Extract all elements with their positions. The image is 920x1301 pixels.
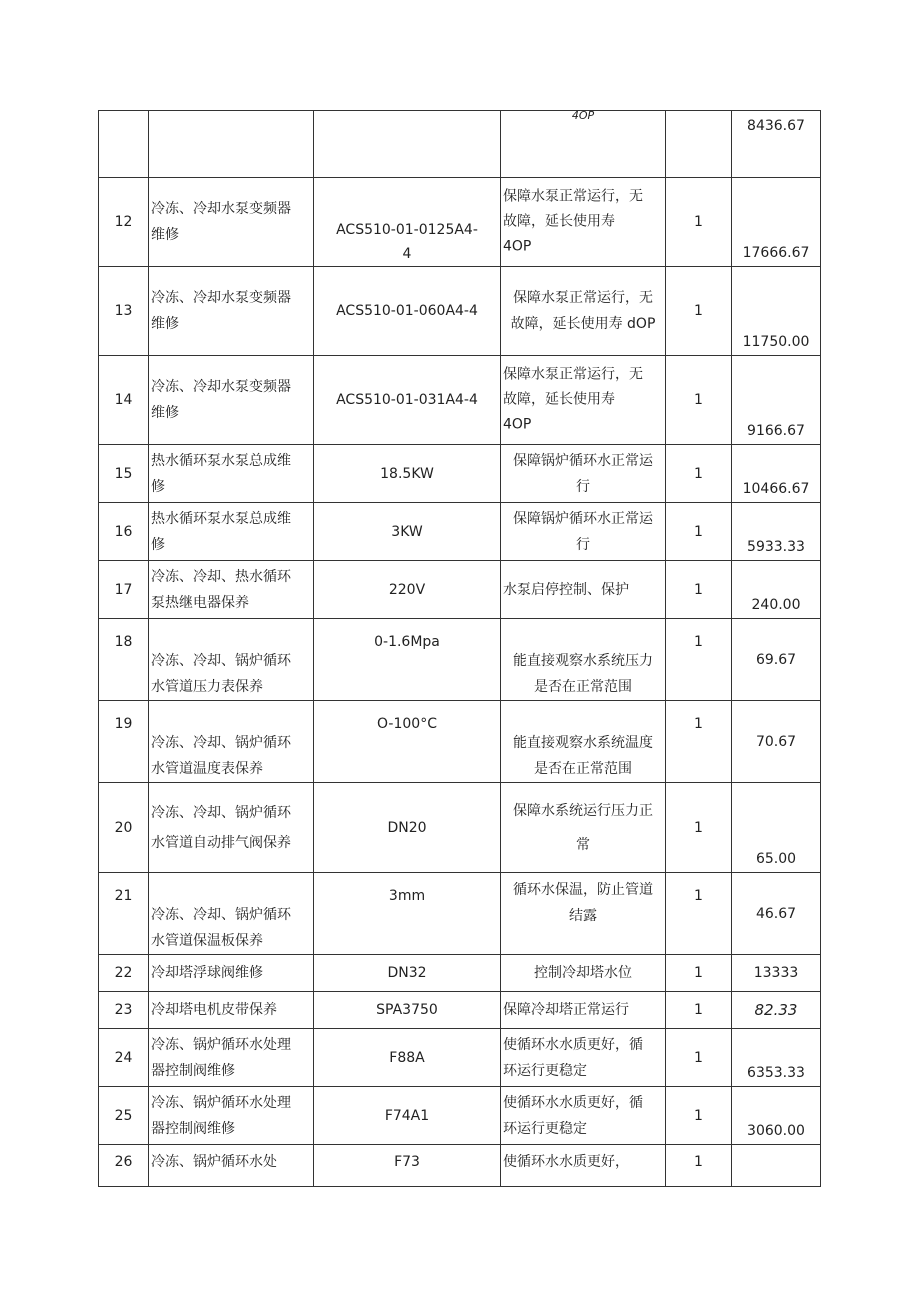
- row-spec-cell: [314, 992, 501, 1029]
- row-amount-cell: [732, 111, 821, 178]
- table-row: [99, 356, 821, 445]
- row-qty-cell: [666, 783, 732, 873]
- row-spec: O-100°C: [377, 716, 437, 732]
- row-amount-cell: [732, 445, 821, 503]
- row-qty-cell: [666, 445, 732, 503]
- row-purpose: 使循环水水质更好，循 环运行更稳定: [503, 1036, 643, 1079]
- row-item: 冷冻、冷却、锅炉循环 水管道保温板保养: [151, 907, 291, 949]
- row-amount: 8436.67: [747, 118, 805, 134]
- row-item-cell: [149, 1087, 314, 1145]
- row-spec-cell: [314, 561, 501, 619]
- row-no: 18: [114, 634, 133, 650]
- row-amount: 13333: [753, 965, 799, 981]
- row-spec: 18.5KW: [380, 465, 434, 482]
- row-qty: 1: [694, 214, 703, 230]
- row-item: 冷冻、锅炉循环水处理 器控制阀维修: [151, 1036, 291, 1079]
- row-spec: DN20: [387, 819, 427, 836]
- row-qty: 1: [694, 888, 703, 904]
- row-purpose-cell: [501, 111, 666, 178]
- table-row: [99, 178, 821, 267]
- row-purpose-cell: [501, 783, 666, 873]
- row-no: 13: [114, 303, 133, 319]
- table-row: [99, 111, 821, 178]
- row-no-cell: [99, 783, 149, 873]
- row-item-cell: [149, 992, 314, 1029]
- row-item: 冷却塔浮球阀维修: [151, 965, 263, 981]
- row-spec: F73: [394, 1154, 420, 1170]
- row-amount: 5933.33: [747, 539, 805, 555]
- row-amount: 69.67: [755, 651, 797, 668]
- row-qty: 1: [694, 392, 703, 408]
- row-purpose-cell: [501, 356, 666, 445]
- row-amount: 46.67: [755, 905, 797, 922]
- row-item: 冷冻、冷却、锅炉循环 水管道温度表保养: [151, 735, 291, 777]
- row-purpose: 保障锅炉循环水正常运 行: [513, 452, 653, 495]
- row-purpose: 循环水保温，防止管道 结露: [513, 882, 653, 924]
- row-spec: F88A: [389, 1049, 425, 1066]
- row-qty-cell: [666, 701, 732, 783]
- table-row: [99, 503, 821, 561]
- row-spec: F74A1: [384, 1107, 430, 1124]
- row-qty: 1: [694, 303, 703, 319]
- row-spec: ACS510-01-060A4-4: [336, 303, 478, 319]
- row-item: 冷冻、冷却水泵变频器 维修: [151, 201, 291, 243]
- table-row: [99, 445, 821, 503]
- row-purpose-cell: [501, 1029, 666, 1087]
- row-spec: ACS510-01-031A4-4: [336, 392, 478, 408]
- row-no-cell: [99, 561, 149, 619]
- maintenance-items-table: [98, 110, 821, 1187]
- row-purpose: 保障水泵正常运行，无 故障，延长使用寿 dOP: [510, 290, 656, 332]
- row-purpose: 使循环水水质更好，循 环运行更稳定: [503, 1094, 643, 1137]
- row-amount-cell: [732, 992, 821, 1029]
- row-no: 15: [114, 465, 133, 482]
- row-purpose: 使循环水水质更好，: [503, 1154, 629, 1170]
- row-item: 冷冻、冷却水泵变频器 维修: [151, 290, 291, 332]
- row-purpose-cell: [501, 1087, 666, 1145]
- row-qty: 1: [694, 523, 703, 540]
- row-purpose-cell: [501, 955, 666, 992]
- row-qty: 1: [694, 1002, 703, 1018]
- row-no-cell: [99, 992, 149, 1029]
- row-spec: 220V: [388, 581, 426, 598]
- row-item-cell: [149, 356, 314, 445]
- row-spec-cell: [314, 267, 501, 356]
- row-item-cell: [149, 267, 314, 356]
- row-qty: 1: [694, 965, 703, 981]
- row-spec-cell: [314, 701, 501, 783]
- row-no-cell: [99, 619, 149, 701]
- row-qty-cell: [666, 992, 732, 1029]
- table-row: [99, 1145, 821, 1187]
- table-row: [99, 701, 821, 783]
- row-item: 冷冻、锅炉循环水处: [151, 1154, 277, 1170]
- row-purpose: 保障水泵正常运行，无 故障，延长使用寿 4OP: [503, 188, 643, 255]
- row-item: 冷冻、冷却、热水循环 泵热继电器保养: [151, 568, 291, 611]
- row-no: 20: [114, 819, 133, 836]
- row-item: 冷却塔电机皮带保养: [151, 1002, 277, 1018]
- row-purpose-cell: [501, 267, 666, 356]
- table-row: [99, 992, 821, 1029]
- row-qty: 1: [694, 465, 703, 482]
- row-item-cell: [149, 873, 314, 955]
- row-no: 25: [114, 1107, 133, 1124]
- table-row: [99, 873, 821, 955]
- table-row: [99, 1087, 821, 1145]
- row-no-cell: [99, 356, 149, 445]
- row-item: 热水循环泵水泵总成维 修: [151, 452, 291, 495]
- row-amount: 70.67: [755, 733, 797, 750]
- row-item-cell: [149, 445, 314, 503]
- row-spec-cell: [314, 445, 501, 503]
- row-purpose: 4OP: [571, 110, 595, 122]
- row-item-cell: [149, 619, 314, 701]
- row-purpose: 保障水系统运行压力正 常: [513, 802, 653, 853]
- row-amount: 9166.67: [747, 423, 805, 439]
- row-qty: 1: [694, 1107, 703, 1124]
- row-purpose: 能直接观察水系统压力 是否在正常范围: [513, 653, 653, 695]
- row-spec: 0-1.6Mpa: [374, 634, 440, 650]
- row-purpose-cell: [501, 701, 666, 783]
- row-qty-cell: [666, 356, 732, 445]
- row-amount-cell: [732, 178, 821, 267]
- row-amount: 17666.67: [742, 245, 810, 261]
- row-purpose-cell: [501, 561, 666, 619]
- row-item-cell: [149, 111, 314, 178]
- row-spec-cell: [314, 111, 501, 178]
- row-purpose-cell: [501, 992, 666, 1029]
- row-purpose-cell: [501, 445, 666, 503]
- row-spec: 3KW: [391, 523, 423, 540]
- row-amount-cell: [732, 561, 821, 619]
- row-qty-cell: [666, 503, 732, 561]
- row-qty: 1: [694, 1154, 703, 1170]
- row-spec-cell: [314, 356, 501, 445]
- row-no: 14: [114, 392, 133, 408]
- row-no-cell: [99, 111, 149, 178]
- row-amount-cell: [732, 701, 821, 783]
- row-spec-cell: [314, 1087, 501, 1145]
- row-spec: SPA3750: [376, 1002, 438, 1018]
- row-no-cell: [99, 1087, 149, 1145]
- row-amount-cell: [732, 1087, 821, 1145]
- row-spec-cell: [314, 783, 501, 873]
- row-amount: 6353.33: [747, 1065, 805, 1081]
- row-no: 21: [114, 888, 133, 904]
- row-amount-cell: [732, 783, 821, 873]
- row-amount-cell: [732, 356, 821, 445]
- row-purpose: 保障水泵正常运行，无 故障，延长使用寿 4OP: [503, 366, 643, 433]
- table-row: [99, 1029, 821, 1087]
- row-spec-cell: [314, 178, 501, 267]
- row-amount: 65.00: [755, 851, 797, 867]
- row-item: 冷冻、冷却、锅炉循环 水管道压力表保养: [151, 653, 291, 695]
- row-qty-cell: [666, 873, 732, 955]
- row-amount-cell: [732, 955, 821, 992]
- row-amount: 240.00: [751, 597, 801, 613]
- row-qty: 1: [694, 1049, 703, 1066]
- row-amount-cell: [732, 267, 821, 356]
- row-no-cell: [99, 955, 149, 992]
- row-no: 23: [114, 1002, 133, 1018]
- row-qty-cell: [666, 267, 732, 356]
- row-no-cell: [99, 445, 149, 503]
- row-qty-cell: [666, 178, 732, 267]
- row-spec: 3mm: [388, 888, 426, 904]
- row-no: 22: [114, 965, 133, 981]
- row-no: 19: [114, 716, 133, 732]
- row-amount-cell: [732, 619, 821, 701]
- row-item: 冷冻、锅炉循环水处理 器控制阀维修: [151, 1094, 291, 1137]
- row-amount-cell: [732, 1145, 821, 1187]
- row-item: 热水循环泵水泵总成维 修: [151, 510, 291, 553]
- row-spec-cell: [314, 955, 501, 992]
- row-qty: 1: [694, 819, 703, 836]
- row-qty: 1: [694, 581, 703, 598]
- row-purpose: 控制冷却塔水位: [534, 965, 632, 981]
- row-item-cell: [149, 503, 314, 561]
- row-spec: DN32: [387, 965, 427, 981]
- row-no: 24: [114, 1049, 133, 1066]
- row-purpose: 保障锅炉循环水正常运 行: [513, 510, 653, 553]
- row-item-cell: [149, 1145, 314, 1187]
- row-no-cell: [99, 701, 149, 783]
- table-row: [99, 955, 821, 992]
- row-amount-cell: [732, 1029, 821, 1087]
- table-row: [99, 267, 821, 356]
- row-amount: 10466.67: [742, 481, 810, 497]
- row-no-cell: [99, 267, 149, 356]
- row-no-cell: [99, 503, 149, 561]
- row-no-cell: [99, 1145, 149, 1187]
- row-spec: ACS510-01-0125A4- 4: [336, 222, 478, 262]
- table-row: [99, 619, 821, 701]
- row-purpose: 水泵启停控制、保护: [503, 581, 629, 598]
- row-no-cell: [99, 873, 149, 955]
- table-row: [99, 783, 821, 873]
- row-no: 16: [114, 523, 133, 540]
- row-amount-cell: [732, 873, 821, 955]
- row-purpose-cell: [501, 178, 666, 267]
- row-purpose-cell: [501, 1145, 666, 1187]
- row-amount: 11750.00: [742, 334, 810, 350]
- row-qty-cell: [666, 619, 732, 701]
- row-qty-cell: [666, 1029, 732, 1087]
- row-purpose-cell: [501, 873, 666, 955]
- row-no: 12: [114, 214, 133, 230]
- row-qty-cell: [666, 955, 732, 992]
- row-qty-cell: [666, 561, 732, 619]
- row-amount: 3060.00: [747, 1123, 805, 1139]
- row-item-cell: [149, 178, 314, 267]
- row-purpose: 能直接观察水系统温度 是否在正常范围: [513, 735, 653, 777]
- row-qty: 1: [694, 634, 703, 650]
- row-qty: 1: [694, 716, 703, 732]
- row-qty-cell: [666, 1087, 732, 1145]
- row-spec-cell: [314, 503, 501, 561]
- row-purpose: 保障冷却塔正常运行: [503, 1002, 629, 1018]
- row-item-cell: [149, 701, 314, 783]
- row-item-cell: [149, 561, 314, 619]
- row-item: 冷冻、冷却、锅炉循环 水管道自动排气阀保养: [151, 804, 291, 851]
- row-amount-cell: [732, 503, 821, 561]
- row-item-cell: [149, 783, 314, 873]
- row-spec-cell: [314, 619, 501, 701]
- row-qty-cell: [666, 111, 732, 178]
- row-qty-cell: [666, 1145, 732, 1187]
- row-amount: 82.33: [754, 1001, 798, 1019]
- row-no-cell: [99, 178, 149, 267]
- row-no: 26: [114, 1154, 133, 1170]
- table-row: [99, 561, 821, 619]
- row-no-cell: [99, 1029, 149, 1087]
- row-purpose-cell: [501, 619, 666, 701]
- row-spec-cell: [314, 1145, 501, 1187]
- row-spec-cell: [314, 873, 501, 955]
- row-item-cell: [149, 1029, 314, 1087]
- row-spec-cell: [314, 1029, 501, 1087]
- row-purpose-cell: [501, 503, 666, 561]
- row-item: 冷冻、冷却水泵变频器 维修: [151, 379, 291, 421]
- row-no: 17: [114, 581, 133, 598]
- row-item-cell: [149, 955, 314, 992]
